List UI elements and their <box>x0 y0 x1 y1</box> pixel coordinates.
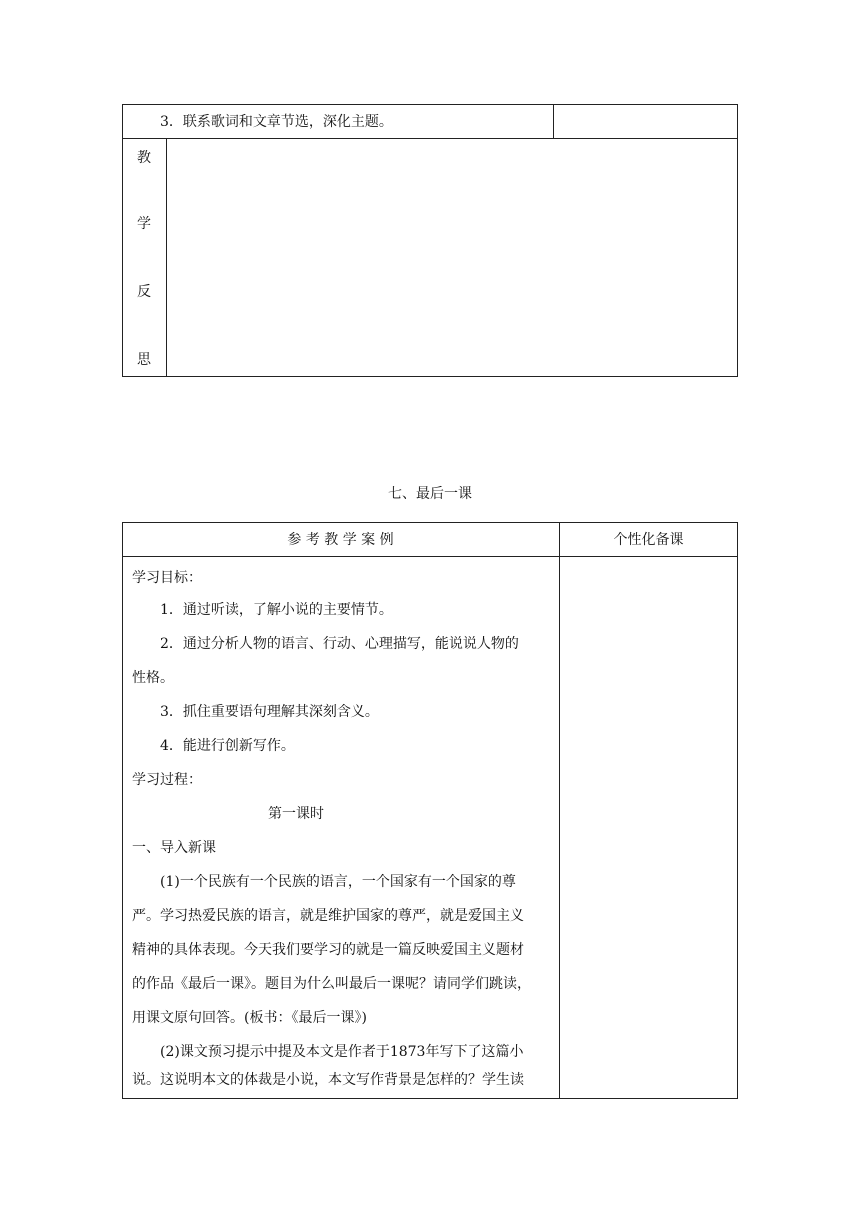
table-column-divider <box>559 522 560 1099</box>
content-line: 严。学习热爱民族的语言，就是维护国家的尊严，就是爱国主义 <box>132 908 524 924</box>
content-line: 说。这说明本文的体裁是小说，本文写作背景是怎样的？学生读 <box>132 1072 524 1088</box>
header-reference-cases: 参 考 教 学 案 例 <box>287 532 394 548</box>
content-line: 用课文原句回答。(板书：《最后一课》) <box>132 1010 367 1026</box>
reflection-label-char: 学 <box>137 216 151 232</box>
content-line: (2)课文预习提示中提及本文是作者于1873年写下了这篇小 <box>160 1044 524 1060</box>
content-line: 的作品《最后一课》。题目为什么叫最后一课呢？请同学们跳读， <box>132 976 531 992</box>
table-border-header <box>122 556 738 557</box>
content-line: 1．通过听读，了解小说的主要情节。 <box>160 602 393 618</box>
table-border-top <box>122 522 738 523</box>
content-line: 学习目标： <box>132 570 202 586</box>
content-line: 一、导入新课 <box>132 840 216 856</box>
content-line: (1)一个民族有一个民族的语言，一个国家有一个国家的尊 <box>160 874 516 890</box>
content-line: 精神的具体表现。今天我们要学习的就是一篇反映爱国主义题材 <box>132 942 524 958</box>
content-line: 学习过程： <box>132 772 202 788</box>
content-line: 4．能进行创新写作。 <box>160 738 295 754</box>
section-title: 七、最后一课 <box>388 486 472 502</box>
content-line: 2．通过分析人物的语言、行动、心理描写，能说说人物的 <box>160 636 519 652</box>
content-line: 第一课时 <box>268 806 324 822</box>
reflection-label-char: 教 <box>137 150 151 166</box>
content-line: 3．抓住重要语句理解其深刻含义。 <box>160 704 379 720</box>
top-table-row1-text: 3．联系歌词和文章节选，深化主题。 <box>160 114 393 130</box>
table-border-right <box>737 522 738 1099</box>
reflection-label-char: 反 <box>137 284 151 300</box>
table-border-bottom <box>122 1098 738 1099</box>
table-border-left <box>122 522 123 1099</box>
reflection-label-char: 思 <box>137 352 151 368</box>
header-personalized-prep: 个性化备课 <box>613 532 684 548</box>
content-line: 性格。 <box>132 670 174 686</box>
